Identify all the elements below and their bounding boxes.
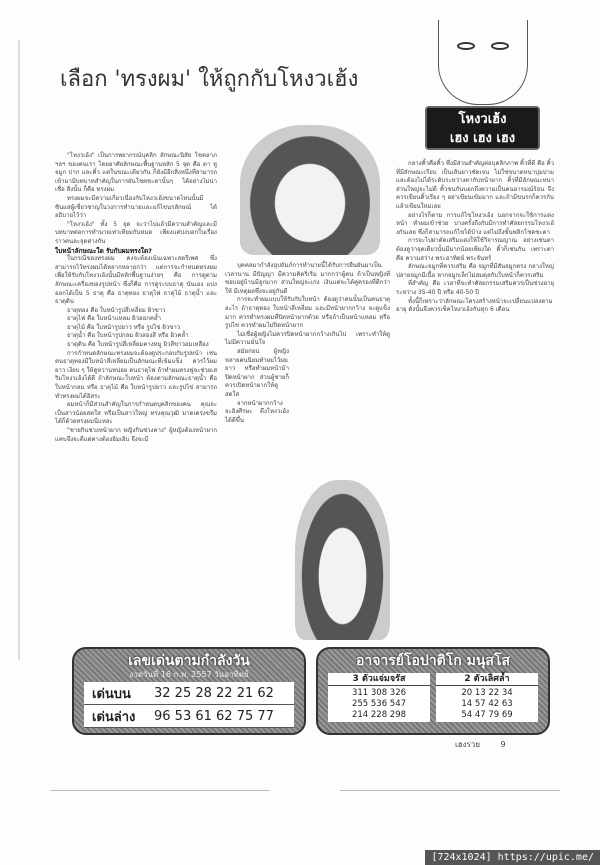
element-item: ธาตุน้ำ คือ ใบหน้ารูปกลม ผิวสองสี หรือ ผิวคล้ำ [67,332,189,340]
row-numbers: 32 25 28 22 21 62 [154,685,274,701]
article-title: เลือก 'ทรงผม' ให้ถูกกับโหงวเฮ้ง [60,67,359,92]
hairstyle-photo-bob [240,125,380,255]
paragraph: การจะไปผ่าตัดเสริมแต่งให้ใช้วิจารณญาณ อย่างเช่นตา ต้องดูว่าจุดเดียวนั้นมีมากน้อยเพียงใด คิ้วก็เช่นกัน เพราะตา คือ ความสว่าง พระอาทิตย์ พระจันทร์ [396,237,554,262]
column-badge [420,20,545,155]
watermark: [724x1024] https://upic.me/ [425,850,600,865]
scan-edge [18,40,20,660]
paragraph: "โหงวเฮ้ง" ทั้ง 5 จุด จะว่าไปแล้วมีความสำคัญและมีบทบาทต่อการทำนายเท่าเทียมกันหมด เพียงแต่บ่งบอกในเรื่องราวคนละจุดต่างกัน [55,220,217,245]
scan-line [50,790,270,791]
column-header: 3 ตัวแจ่มจรัส [328,674,430,686]
magazine-name: เฮงรวย [455,740,480,749]
hairstyle-photo-long [295,480,390,640]
scan-line [340,790,560,791]
lotto-daily-title: เลขเด่นตามกำลังวัน [128,653,250,669]
paragraph: ทั้งนี้ก็เพราะว่าลักษณะโครงสร้างหน้าจะเปลี่ยนแปลงตามอายุ ดังนั้นจึงควรเช็คโหงวเฮ้งกันทุก 6 เดือน [396,297,553,314]
element-item: ธาตุไม้ คือ ใบหน้ารูปยาว หรือ รูปไข่ ผิวขาว [67,323,181,331]
column-2 [225,262,390,425]
paragraph: กลางคิ้วคือคิ้ว ซึ่งมีส่วนสำคัญต่อบุคลิกภาพ คิ้วที่ดี คือ คิ้วที่มีลักษณะเรียบ เป็นเส้นยาวชัดเจน ไม่ใช่ขนาดหนาบุ่มบ่าม และต้องไม่ได้ระดับระหว่างตากับหน้าผาก คิ้วที่มีลักษณะหนาส่วนใหญ่จะไม่ดี คิ้วขนกันบอกถึงความเป็นคนอารมณ์ร้อน จึงควรเขียนคิ้วเรียง ๆ อย่าเขียนเข้มมาก และถ้ามีขนรกก็ควรกันแล้วเขียนใหม่เลย [396,160,555,210]
paragraph: สมัยก่อน ผู้หญิงหลายคนนิยมทำผมไว้ผมยาว หรือทำผมหน้าม้าปิดหน้าผาก ส่วนผู้ชายก็ควรเปิดหน้าผากให้ดูสดใส [225,347,289,398]
badge-line2: เฮง เฮง เฮง [449,131,516,146]
column-1 [55,152,217,444]
number-line: 214 228 298 [351,710,407,720]
lotto-row [84,682,294,705]
two-digit-column [436,673,538,722]
page-footer [455,738,506,751]
row-label: เด่นล่าง [92,709,136,725]
paragraph: บุคคลมากำลังอุปถัมภ์การทำนายนี้ได้รับการยืนยันมาเป็นเวลานาน มีปัญญา มีความคิดริเริ่ม มากกว่าผู้คน ถ้าเป็นหญิงที่ชอบอยู่บ้านมีลูกมาก ส่วนใหญ่จะเก่ง เงินแต่จะได้คู่ครองที่ดีกว่าให้ มีเหตุผลซึ่งจะอยู่กันดี [225,262,390,295]
lotto-daily-box [72,647,306,735]
paragraph: ผมหน้าก็มีส่วนสำคัญในการกำหนดบุคลิกของคน คุณจะเป็นสาวน้อยสดใส หรือเป็นสาวใหญ่ ทรงคุณวุฒิ มาดเคร่งขรึมได้ก็ด้วยทรงผมนี่แหละ [55,401,217,426]
column-header: 2 ตัวเลิศล้ำ [436,674,538,686]
badge-label [425,106,540,150]
number-line: 20 13 22 34 [461,688,513,698]
lotto-daily-date: งวดวันที่ 16 ก.พ. 2557 วันอาทิตย์ [129,670,249,679]
badge-line1: โหงวเฮ้ง [458,112,507,127]
element-item: ธาตุดิน คือ ใบหน้ารูปสี่เหลี่ยมคางหมู ผิวสีขาวอมเหลือง [67,341,209,349]
paragraph: "โหงวเฮ้ง" เป็นการพยากรณ์บุคลิก ลักษณะนิสัย โชคลาภ ฯลฯ ของคนเรา โดยอาศัยลักษณะพื้นฐานหลัก 5 จุด คือ ตา หู จมูก ปาก และคิ้ว แต่ในขณะเดียวกัน ก็ยังมีอีกสิ่งหนึ่งที่สามารถเข้ามามีบทบาทสำคัญในการผันโชคชะตานั้นๆ ได้อย่างไม่น่าเชื่อ สิ่งนั้น ก็คือ ทรงผม [55,152,217,194]
lotto-row [84,705,294,728]
element-item: ธาตุทอง คือ ใบหน้ารูปสี่เหลี่ยม ผิวขาว [67,306,166,314]
paragraph: ในกรณีของทรงผม คงจะต้องเน้นเฉพาะสตรีเพศ ซึ่งสามารถไว้ทรงผมได้หลากหลายกว่า แต่การจะกำหนดทรงผมเพื่อให้รับกับโหงวเฮ้งนั้นมีหลักพื้นฐานง่ายๆ คือ การดูตามลักษณะเครื่องของรูปหน้า ซึ่งก็คือ การดูระบบธาตุ นั่นเอง แบ่งออกได้เป็น 5 ธาตุ คือ ธาตุทอง ธาตุไฟ ธาตุไม้ ธาตุน้ำ และธาตุดิน [55,255,217,306]
element-item: ธาตุไฟ คือ ใบหน้าแหลม ผิวออกคล้ำ [67,315,161,323]
page-number: 9 [500,740,506,749]
paragraph: จากหน้าผากกว้าง จะอิงศีรษะ ดึงโหงวเฮ้งได้ดีขึ้น [225,399,289,424]
paragraph: ลักษณะจมูกที่ควรเสริม คือ จมูกที่มีสันจมูกตรง กลางใหญ่ปลายจมูกมีเนื้อ หากจมูกเล็กไม่สมดุลกับใบหน้าก็ควรเสริม [396,263,554,279]
column-3 [396,160,554,315]
paragraph: อย่างไรก็ตาม การแก้ไขโหงวเฮ้ง นอกจากจะใช้การแต่งหน้า ทำผมเข้าช่วย บางครั้งถึงกับมีการทำศัลยกรรมโหงวเฮ้งกันเลย ซึ่งก็สามารถแก้ไขได้บ้าง แต่ไม่ถึงขั้นพลิกโชคชะตา [396,211,554,236]
subheading: ใบหน้าลักษณะใด รับกับผมทรงใด? [55,246,152,255]
row-label: เด่นบน [92,686,131,702]
paragraph: ไม่เชื่อผู้หญิงไม่ควรปิดหน้าผากกว้างเกินไป เพราะทำให้ดูไม่มีความมั่นใจ [225,330,390,347]
number-line: 311 308 326 [351,688,407,698]
number-line: 255 536 547 [351,699,407,709]
lotto-master-title: อาจารย์โอปาติโก มนุสโส [355,653,511,669]
lotto-master-box [316,647,550,735]
number-line: 54 47 79 69 [461,710,513,720]
three-digit-column [328,673,430,722]
cartoon-face-icon [438,20,528,105]
row-numbers: 96 53 61 62 75 77 [154,708,274,724]
paragraph: การกำหนดลักษณะทรงผมจะต้องดูประกอบกับรูปหน้า เช่น คนธาตุทองมีใบหน้าสี่เหลี่ยมเป็นลักษณะที่เข้มแข็ง ควรไว้ผมยาว เงียบ ๆ ให้ดูหวานหน่อย คนธาตุไฟ ถ้าทำผมตรงฟูจะช่วยเสริมโหงวเฮ้งได้ดี ถ้าลักษณะใบหน้า ต้องตามลักษณะธาตุน้ำ คือ ใบหน้ากลม หรือ ธาตุไม้ คือ ใบหน้ารูปยาว และรูปไข่ สามารถทำทรงผมได้อิสระ [55,349,217,400]
number-line: 14 57 42 63 [461,699,513,709]
paragraph: ทรงผมจะมีความเกี่ยวเนื่องกับโหงวเฮ้งขนาดไหนนั้นมีซินแสผู้เชี่ยวชาญในวงการทำนายและแก้ไขนรลักษณ์ ได้อธิบายไว้ว่า [55,194,217,220]
paragraph: "ชายกินช่วงหน้าผาก หญิงกินช่วงคาง" ผู้หญิงต้องหน้าผากแคบจึงจะดีแต่คางต้องอิ่มเอิบ จึงจะมี [55,427,217,443]
paragraph: การจะทำผมแบบให้รับกับใบหน้า ต้องดูว่าคนนั้นเป็นคนธาตุอะไร ถ้าธาตุทอง ใบหน้าสี่เหลี่ยม และมีหน้าผากกว้าง จะดูแข็งมาก ควรทำทรงผมที่ปิดหน้าผากด้วย หรือถ้าเป็นหน้าแหลม หรือรูปไข่ ควรทำผมไม่ปิดหน้าผาก [225,296,390,330]
paragraph: ที่สำคัญ คือ เวลาที่จะทำศัลยกรรมเสริมควรเป็นช่วงอายุระหว่าง 35-40 ปี หรือ 40-50 ปี [396,280,554,296]
